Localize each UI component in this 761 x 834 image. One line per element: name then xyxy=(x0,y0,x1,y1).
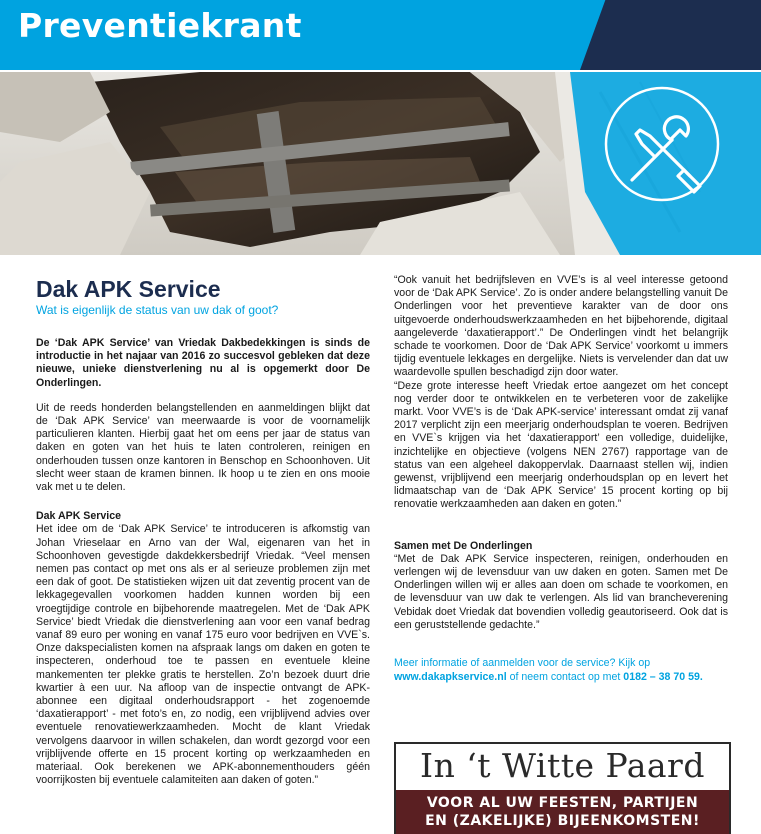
header-navy-band xyxy=(580,0,761,70)
page-title: Preventiekrant xyxy=(18,6,302,45)
ad-tagline xyxy=(396,790,729,834)
article-intro: De ‘Dak APK Service’ van Vriedak Dakbedekkingen is sinds de introductie in het najaar van 2016 zo succesvol gebleken dat deze nieuwe, unieke dienstverlening nu al is opgemerkt door De Onderlingen. xyxy=(36,337,370,389)
right-column xyxy=(394,274,728,684)
ad-line-2: EN (ZAKELIJKE) BIJEENKOMSTEN! xyxy=(425,813,700,829)
section-text: Het idee om de ‘Dak APK Service’ te introduceren is afkomstig van Johan Vrieselaar en Arno van der Wal, eigenaren van het in Schoonhoven gevestigde dakdekkersbedrijf Vriedak. “Veel mensen nemen pas contact op met ons als er al serieuze problemen zijn met een dak of goot. De statistieken wijzen uit dat zeventig procent van de lekkagegevallen voorkomen hadden kunnen worden bij een vroegtijdige controle en bijbehorende maatregelen. Met de ‘Dak APK Service’ biedt Vriedak die dienstverlening aan voor een vanaf bedrag vanaf 89 euro per woning en vanaf 175 euro voor bedrijven en VVE`s. Onze dakspecialisten komen na afspraak langs om daken en goten te inspecteren, onderhoud toe te passen en eventuele kleine mankementen ter plekke gratis te herstellen. Zo’n bezoek duurt drie kwartier à een uur. Na afloop van de inspectie ontvangt de APK-abonnee een digitaal onderhoudsrapport - het zogenoemde ‘daxatierapport’ - met foto’s en, zo nodig, een vrijblijvend advies over eventuele renovatiewerkzaamheden. Mocht de klant Vriedak vervolgens daarvoor in willen schakelen, dan wordt gezorgd voor een vrijblijvende offerte en 15 procent korting op werkzaamheden en materiaal. Ook berekenen we APK-abonnementhouders géén voorrijkosten bij eventuele calamiteiten aan daken of goten.” xyxy=(36,523,370,787)
ad-name: In ‘t Witte Paard xyxy=(420,746,705,785)
section-heading: Samen met De Onderlingen xyxy=(394,539,533,552)
contact-intro: Meer informatie of aanmelden voor de service? Kijk op xyxy=(394,657,651,670)
article-paragraph: “Ook vanuit het bedrijfsleven en VVE’s is al veel interesse getoond voor de ‘Dak APK Service’. Zo is onder andere belangstelling vanuit De Onderlingen voor het preventieve karakter van de door ons uitgevoerde onderhoudswerkzaamheden en het bijbehorende, digitaal aangeleverde ‘daxatierapport’.” De Onderlingen vindt het belangrijk schade te voorkomen. Door de ‘Dak APK Service’ voorkomt u immers tijdig eventuele lekkages en dergelijke. Niets is vervelender dan dat uw waardevolle spullen beschadigd zijn door water. xyxy=(394,274,728,379)
ad-line-1: VOOR AL UW FEESTEN, PARTIJEN xyxy=(426,795,699,811)
contact-info xyxy=(394,656,728,684)
page-header xyxy=(0,0,761,70)
article-subtitle: Wat is eigenlijk de status van uw dak of goot? xyxy=(36,303,279,317)
article-paragraph: Uit de reeds honderden belangstellenden en aanmeldingen blijkt dat de ‘Dak APK Service’ van meerwaarde is voor de voornamelijk particulieren klanten. Hierbij gaat het om eens per jaar de status van daken en goten van het huis te laten controleren, reinigen en onderhouden tussen onze kantoren in Benschop en Schoonhoven. Uit slecht weer staan de kramen binnen. Ik hoop u te zien en ons mooie vak met u te delen. xyxy=(36,401,370,494)
section-text: “Met de Dak APK Service inspecteren, reinigen, onderhouden en verlengen wij de levensduur van uw daken en goten. Samen met De Onderlingen willen wij er alles aan doen om schade te voorkomen, en de levensduur van uw dak te verlengen. Als lid van brancheverening Vebidak doet Vriedak dat bovendien volledig geautoriseerd. Ook dat is een geruststellende gedachte.” xyxy=(394,552,728,631)
contact-url-link[interactable]: www.dakapkservice.nl xyxy=(394,671,507,684)
article-title: Dak APK Service xyxy=(36,276,221,302)
section-heading: Dak APK Service xyxy=(36,510,121,523)
left-column xyxy=(36,275,370,788)
contact-phone: 0182 – 38 70 59. xyxy=(623,671,703,684)
contact-mid: of neem contact op met xyxy=(509,671,621,684)
roof-damage-photo xyxy=(0,72,761,255)
advertisement xyxy=(394,742,731,834)
article-paragraph: “Deze grote interesse heeft Vriedak ertoe aangezet om het concept nog verder door te ontwikkelen en te verbeteren voor de zakelijke markt. Voor VVE’s is de ‘Dak APK-service’ interessant omdat zij vanaf 2017 verplicht zijn een meerjarig onderhoudsplan te voeren. Bedrijven en VVE`s krijgen via het ‘daxatierapport’ een volledige, duidelijke, inzichtelijke en objectieve (volgens NEN 2767) rapportage van de status van een algeheel dakoppervlak. Daarnaast stellen wij, indien gewenst, vrijblijvend een meerjarig onderhoudsplan op en levert het lidmaatschap van de ‘Dak APK Service’ 15 procent korting op bij renovatie werkzaamheden aan daken en goten.” xyxy=(394,379,728,511)
